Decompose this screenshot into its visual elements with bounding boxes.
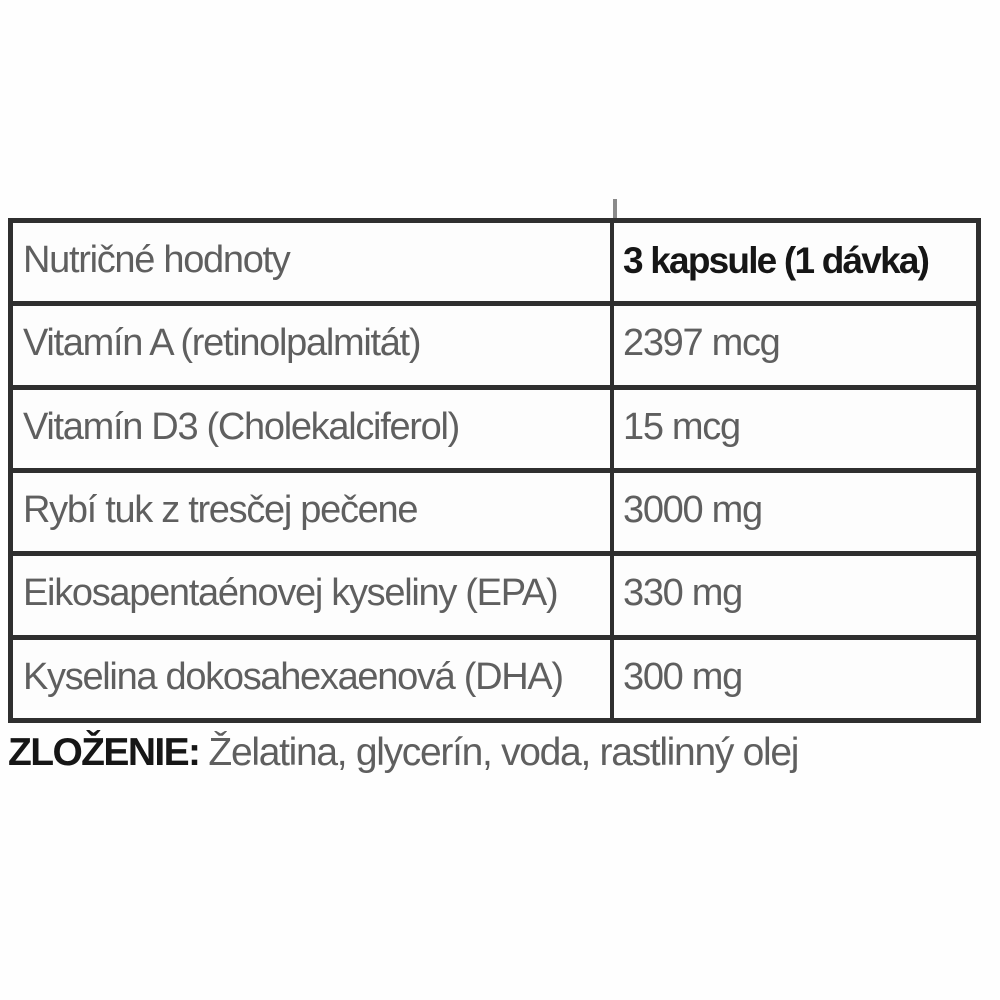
nutrient-label-cell bbox=[13, 473, 614, 551]
composition-label: ZLOŽENIE: bbox=[8, 731, 200, 774]
nutrient-value: 3000 mg bbox=[623, 489, 762, 532]
nutrient-value: 300 mg bbox=[623, 655, 742, 698]
nutrient-label-cell bbox=[13, 306, 614, 384]
table-row bbox=[13, 390, 976, 473]
nutrient-value-cell bbox=[614, 306, 976, 384]
nutrient-label: Rybí tuk z tresčej pečene bbox=[23, 489, 418, 532]
table-row bbox=[13, 556, 976, 639]
nutrient-value: 15 mcg bbox=[623, 405, 740, 448]
nutrient-value-cell bbox=[614, 556, 976, 634]
table-row bbox=[13, 640, 976, 718]
column-divider-tick bbox=[613, 199, 617, 219]
nutrient-label-cell bbox=[13, 640, 614, 718]
nutrient-label: Vitamín A (retinolpalmitát) bbox=[23, 322, 421, 365]
header-name-label: Nutričné hodnoty bbox=[23, 239, 290, 282]
header-name-cell bbox=[13, 223, 614, 301]
nutrient-value: 330 mg bbox=[623, 572, 742, 615]
nutrient-label: Vitamín D3 (Cholekalciferol) bbox=[23, 405, 459, 448]
composition-text: Želatina, glycerín, voda, rastlinný olej bbox=[208, 731, 799, 774]
nutrient-value: 2397 mcg bbox=[623, 322, 780, 365]
composition-line bbox=[8, 731, 988, 776]
nutrient-value-cell bbox=[614, 473, 976, 551]
table-row bbox=[13, 306, 976, 389]
nutrient-value-cell bbox=[614, 390, 976, 468]
nutrient-label: Kyselina dokosahexaenová (DHA) bbox=[23, 655, 563, 698]
nutrient-value-cell bbox=[614, 640, 976, 718]
header-serving-cell bbox=[614, 223, 976, 301]
table-header-row bbox=[13, 223, 976, 306]
nutrient-label-cell bbox=[13, 390, 614, 468]
header-serving-label: 3 kapsule (1 dávka) bbox=[623, 239, 929, 281]
table-row bbox=[13, 473, 976, 556]
nutrient-label: Eikosapentaénovej kyseliny (EPA) bbox=[23, 572, 558, 615]
nutrient-label-cell bbox=[13, 556, 614, 634]
nutrition-table bbox=[8, 218, 981, 723]
